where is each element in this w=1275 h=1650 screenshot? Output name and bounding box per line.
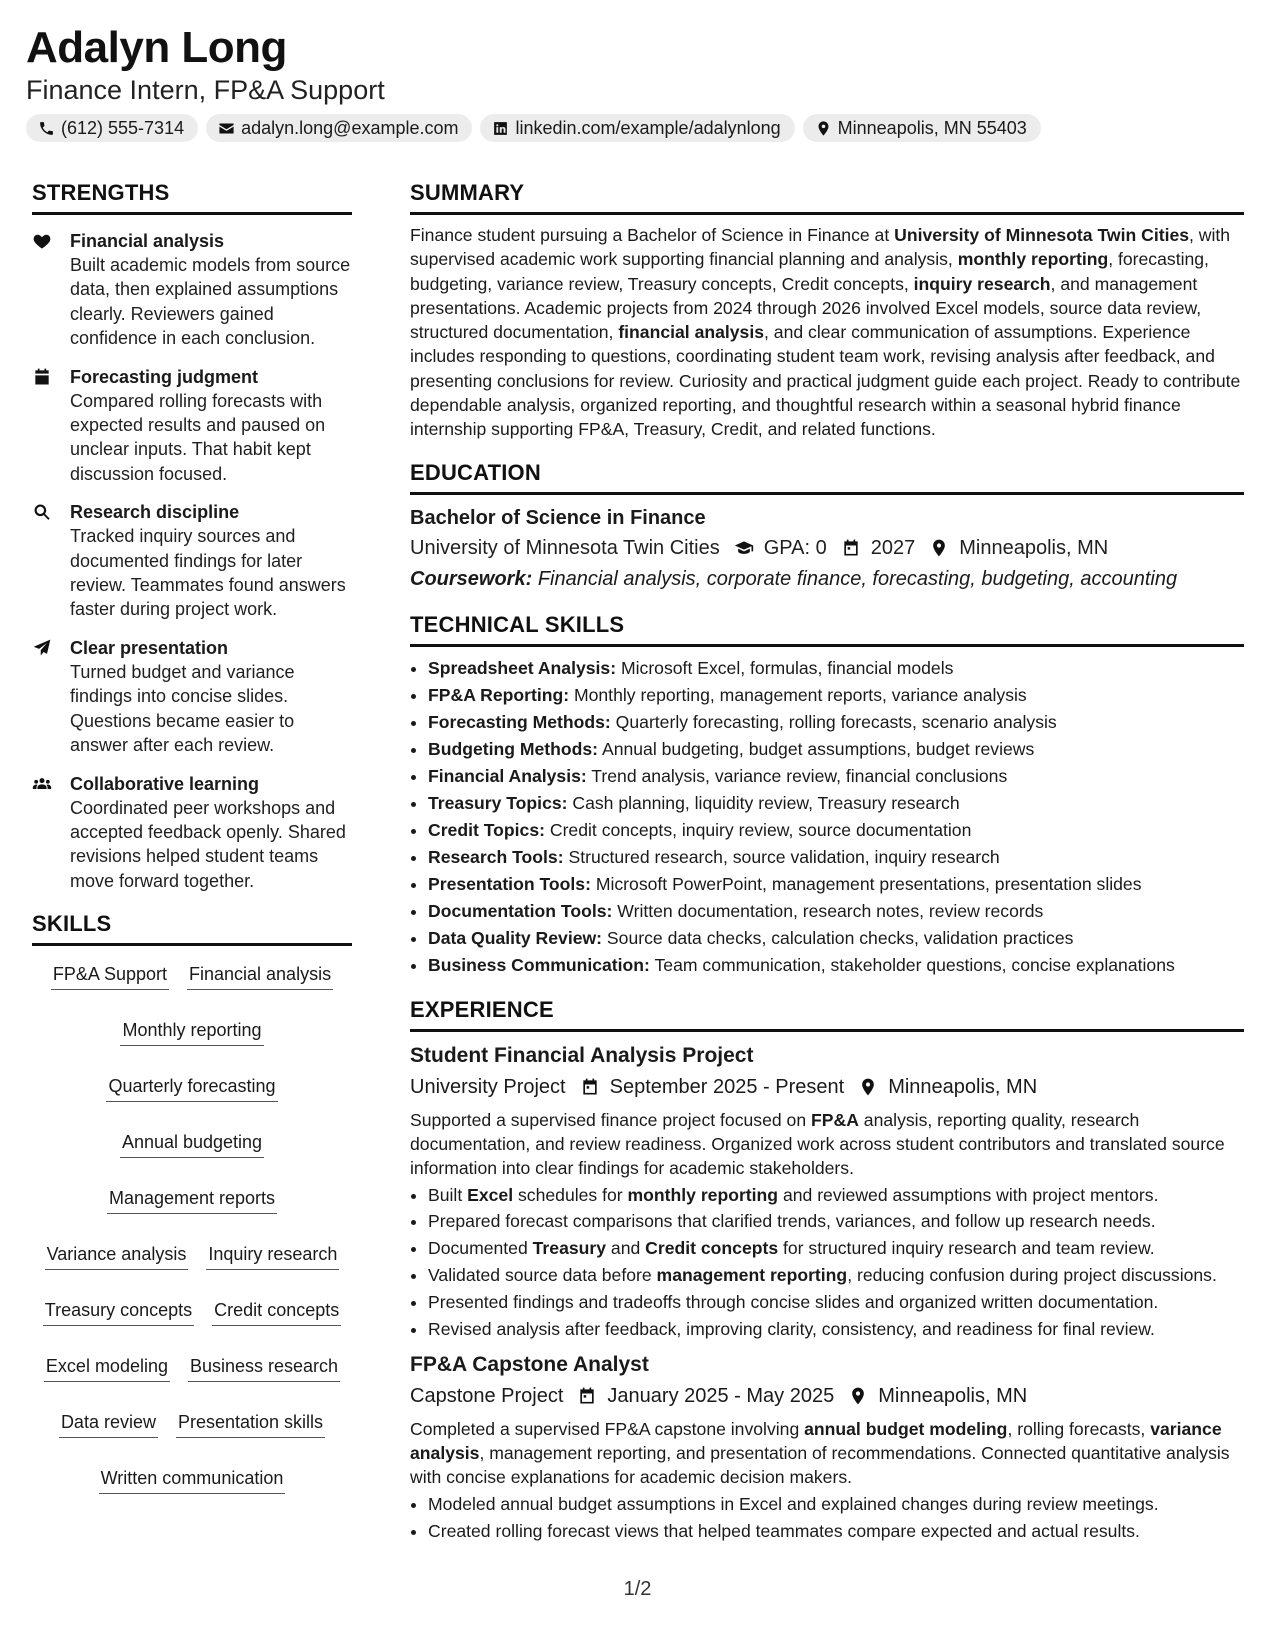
- coursework-label: Coursework:: [410, 567, 533, 590]
- school-name: University of Minnesota Twin Cities: [410, 536, 720, 559]
- phone-chip[interactable]: [26, 114, 198, 142]
- phone-icon: [38, 120, 55, 137]
- location-text: Minneapolis, MN 55403: [837, 117, 1027, 138]
- linkedin-icon: [492, 120, 509, 137]
- calendar-icon: [32, 367, 52, 387]
- emphasis: Credit concepts: [645, 1238, 779, 1259]
- skill-tag: Management reports: [107, 1186, 277, 1214]
- skill-values: Team communication, stakeholder questions, concise explanations: [649, 954, 1175, 975]
- skill-values: Source data checks, calculation checks, validation practices: [602, 927, 1074, 948]
- degree-name: Bachelor of Science in Finance: [410, 506, 706, 529]
- job-bullets: [410, 1183, 1244, 1341]
- job-location: Minneapolis, MN: [888, 1075, 1038, 1098]
- skill-values: Annual budgeting, budget assumptions, budget reviews: [598, 738, 1035, 759]
- map-pin-icon: [815, 120, 832, 137]
- skill-category: Financial Analysis:: [428, 765, 587, 786]
- strength-title: Research discipline: [70, 502, 240, 523]
- skill-tag: Excel modeling: [44, 1354, 170, 1382]
- skill-tag: Business research: [188, 1354, 340, 1382]
- skills-section: [32, 911, 352, 1494]
- strengths-heading: STRENGTHS: [32, 180, 352, 215]
- job-summary: Supported a supervised finance project focused on FP&A analysis, reporting quality, research documentation, and review readiness. Organized work across student contributors and translated source information into clear findings for academic stakeholders.: [410, 1109, 1225, 1179]
- skill-tag: Annual budgeting: [120, 1130, 264, 1158]
- candidate-title: Finance Intern, FP&A Support: [26, 75, 385, 105]
- right-column: [410, 180, 1244, 1545]
- job-bullet: • Prepared forecast comparisons that clarified trends, variances, and follow up research needs.: [428, 1209, 1244, 1233]
- skill-values: Credit concepts, inquiry review, source documentation: [544, 819, 972, 840]
- skill-values: Monthly reporting, management reports, variance analysis: [569, 684, 1027, 705]
- job-bullet: • Validated source data before management reporting, reducing confusion during project discussions.: [428, 1263, 1244, 1287]
- job-bullet: • Modeled annual budget assumptions in Excel and explained changes during review meetings.: [428, 1492, 1244, 1516]
- emphasis: financial analysis: [618, 322, 765, 343]
- technical-skill-item: [428, 898, 1244, 925]
- candidate-name: Adalyn Long: [26, 23, 287, 72]
- job-location: Minneapolis, MN: [878, 1384, 1028, 1407]
- skill-category: Presentation Tools:: [428, 873, 591, 894]
- skills-list: [32, 962, 352, 1494]
- skill-values: Cash planning, liquidity review, Treasury research: [567, 792, 960, 813]
- coursework-list: Financial analysis, corporate finance, forecasting, budgeting, accounting: [537, 567, 1178, 590]
- skill-values: Quarterly forecasting, rolling forecasts, scenario analysis: [610, 711, 1057, 732]
- technical-skill-item: [428, 790, 1244, 817]
- skill-tag: Treasury concepts: [43, 1298, 194, 1326]
- job-summary: Completed a supervised FP&A capstone involving annual budget modeling, rolling forecasts, variance analysis, management reporting, and presentation of recommendations. Connected quantitative analysis with concise explanations for academic decision makers.: [410, 1418, 1230, 1488]
- technical-skill-item: [428, 817, 1244, 844]
- emphasis: monthly reporting: [957, 249, 1109, 270]
- skill-category: Data Quality Review:: [428, 927, 603, 948]
- job-bullet: • Presented findings and tradeoffs through concise slides and organized written documentation.: [428, 1290, 1244, 1314]
- strength-title: Collaborative learning: [70, 773, 260, 794]
- job-bullet: • Created rolling forecast views that helped teammates compare expected and actual results.: [428, 1519, 1244, 1543]
- strength-item: [32, 500, 352, 622]
- job-dates: January 2025 - May 2025: [607, 1384, 835, 1407]
- emphasis: monthly reporting: [627, 1184, 779, 1205]
- technical-skill-item: [428, 682, 1244, 709]
- emphasis: Excel: [467, 1184, 514, 1205]
- skill-tag: Data review: [59, 1410, 158, 1438]
- technical-skill-item: [428, 925, 1244, 952]
- skill-tag: Financial analysis: [187, 962, 333, 990]
- paper-plane-icon: [32, 638, 52, 658]
- emphasis: FP&A: [811, 1109, 859, 1130]
- email-text: adalyn.long@example.com: [241, 117, 459, 138]
- emphasis: inquiry research: [913, 273, 1051, 294]
- skills-heading: SKILLS: [32, 911, 352, 946]
- emphasis: variance analysis: [410, 1418, 1222, 1464]
- job-entry: [410, 1351, 1244, 1543]
- emphasis: management reporting: [656, 1264, 848, 1285]
- skill-tag: Variance analysis: [45, 1242, 189, 1270]
- job-bullet: • Revised analysis after feedback, improving clarity, consistency, and readiness for final review.: [428, 1317, 1244, 1341]
- coursework: [410, 564, 1244, 594]
- linkedin-chip[interactable]: [480, 114, 794, 142]
- job-meta: [410, 1072, 1244, 1102]
- strength-item: [32, 636, 352, 758]
- summary-text: Finance student pursuing a Bachelor of Science in Finance at University of Minnesota Twin Cities, with supervised academic work supporting financial planning and analysis, monthly reporting, forecasting, budgeting, variance review, Treasury concepts, Credit concepts, inquiry research, and management presentations. Academic projects from 2024 through 2026 involved Excel models, source data review, structured documentation, financial analysis, and clear communication of assumptions. Experience includes responding to questions, coordinating student team work, revising analysis after feedback, and presenting conclusions for review. Curiosity and practical judgment guide each project. Ready to contribute dependable analysis, organized reporting, and thoughtful research within a seasonal hybrid finance internship supporting FP&A, Treasury, Credit, and related functions.: [410, 225, 1241, 440]
- users-icon: [32, 774, 52, 794]
- technical-skill-item: [428, 952, 1244, 979]
- technical-skill-item: [428, 844, 1244, 871]
- job-dates: September 2025 - Present: [609, 1075, 845, 1098]
- job-entry: [410, 1042, 1244, 1341]
- calendar-icon: [580, 1077, 600, 1097]
- skill-values: Microsoft Excel, formulas, financial models: [616, 657, 954, 678]
- skill-tag: Written communication: [99, 1466, 286, 1494]
- strength-item: [32, 772, 352, 894]
- summary-heading: SUMMARY: [410, 180, 1244, 215]
- skill-tag: Credit concepts: [212, 1298, 341, 1326]
- search-icon: [32, 502, 52, 522]
- education-meta: [410, 533, 1244, 563]
- strength-description: Turned budget and variance findings into concise slides. Questions became easier to answer after each review.: [70, 661, 295, 756]
- job-bullet: • Built Excel schedules for monthly reporting and reviewed assumptions with project mentors.: [428, 1183, 1244, 1207]
- technical-skill-item: [428, 736, 1244, 763]
- strength-title: Clear presentation: [70, 637, 229, 658]
- linkedin-text: linkedin.com/example/adalynlong: [515, 117, 781, 138]
- calendar-icon: [841, 538, 861, 558]
- job-title: Student Financial Analysis Project: [410, 1043, 754, 1067]
- skill-tag: Presentation skills: [176, 1410, 325, 1438]
- job-organization: Capstone Project: [410, 1384, 564, 1407]
- skill-tag: FP&A Support: [51, 962, 169, 990]
- strength-item: [32, 365, 352, 487]
- resume-header: [26, 22, 1249, 142]
- skill-values: Structured research, source validation, inquiry research: [563, 846, 1000, 867]
- skill-tag: Quarterly forecasting: [106, 1074, 277, 1102]
- job-organization: University Project: [410, 1075, 566, 1098]
- gpa-text: GPA: 0: [763, 536, 827, 559]
- graduation-year: 2027: [870, 536, 916, 559]
- contact-bar: [26, 114, 1249, 142]
- emphasis: annual budget modeling: [804, 1418, 1008, 1439]
- skill-values: Written documentation, research notes, review records: [612, 900, 1044, 921]
- experience-heading: EXPERIENCE: [410, 997, 1244, 1032]
- skill-values: Trend analysis, variance review, financial conclusions: [586, 765, 1008, 786]
- job-bullets: [410, 1492, 1244, 1543]
- emphasis: University of Minnesota Twin Cities: [894, 225, 1190, 245]
- technical-skills-list: [410, 655, 1244, 979]
- strength-item: [32, 229, 352, 351]
- graduation-cap-icon: [734, 538, 754, 558]
- technical-skill-item: [428, 709, 1244, 736]
- skill-category: Treasury Topics:: [428, 792, 568, 813]
- technical-skills-heading: TECHNICAL SKILLS: [410, 612, 1244, 647]
- map-pin-icon: [929, 538, 949, 558]
- map-pin-icon: [858, 1077, 878, 1097]
- map-pin-icon: [848, 1386, 868, 1406]
- technical-skill-item: [428, 871, 1244, 898]
- technical-skill-item: [428, 763, 1244, 790]
- email-chip[interactable]: [206, 114, 472, 142]
- skill-category: FP&A Reporting:: [428, 684, 570, 705]
- strength-title: Forecasting judgment: [70, 366, 259, 387]
- school-location: Minneapolis, MN: [959, 536, 1109, 559]
- location-chip: [803, 114, 1041, 142]
- phone-text: (612) 555-7314: [61, 117, 185, 138]
- strength-description: Tracked inquiry sources and documented findings for later review. Teammates found answers faster during project work.: [70, 526, 346, 620]
- technical-skill-item: [428, 655, 1244, 682]
- skill-tag: Inquiry research: [206, 1242, 339, 1270]
- job-meta: [410, 1381, 1244, 1411]
- page-number: 1/2: [623, 1578, 652, 1600]
- skill-category: Spreadsheet Analysis:: [428, 657, 617, 678]
- skill-category: Budgeting Methods:: [428, 738, 599, 759]
- heart-icon: [32, 231, 52, 251]
- skill-category: Forecasting Methods:: [428, 711, 611, 732]
- envelope-icon: [218, 120, 235, 137]
- strength-description: Compared rolling forecasts with expected results and paused on unclear inputs. That habit kept discussion focused.: [70, 390, 326, 484]
- calendar-icon: [577, 1386, 597, 1406]
- strength-description: Built academic models from source data, then explained assumptions clearly. Reviewers gained confidence in each conclusion.: [70, 255, 351, 349]
- skill-category: Research Tools:: [428, 846, 564, 867]
- left-column: [32, 180, 352, 1494]
- strength-description: Coordinated peer workshops and accepted feedback openly. Shared revisions helped student teams move forward together.: [70, 797, 346, 891]
- skill-category: Documentation Tools:: [428, 900, 613, 921]
- job-bullet: • Documented Treasury and Credit concepts for structured inquiry research and team review.: [428, 1236, 1244, 1260]
- education-heading: EDUCATION: [410, 460, 1244, 495]
- strength-title: Financial analysis: [70, 231, 225, 251]
- skill-category: Business Communication:: [428, 954, 650, 975]
- experience-list: [410, 1042, 1244, 1543]
- skill-tag: Monthly reporting: [120, 1018, 263, 1046]
- emphasis: Treasury: [532, 1238, 607, 1259]
- job-title: FP&A Capstone Analyst: [410, 1352, 649, 1376]
- skill-category: Credit Topics:: [428, 819, 545, 840]
- skill-values: Microsoft PowerPoint, management presentations, presentation slides: [590, 873, 1142, 894]
